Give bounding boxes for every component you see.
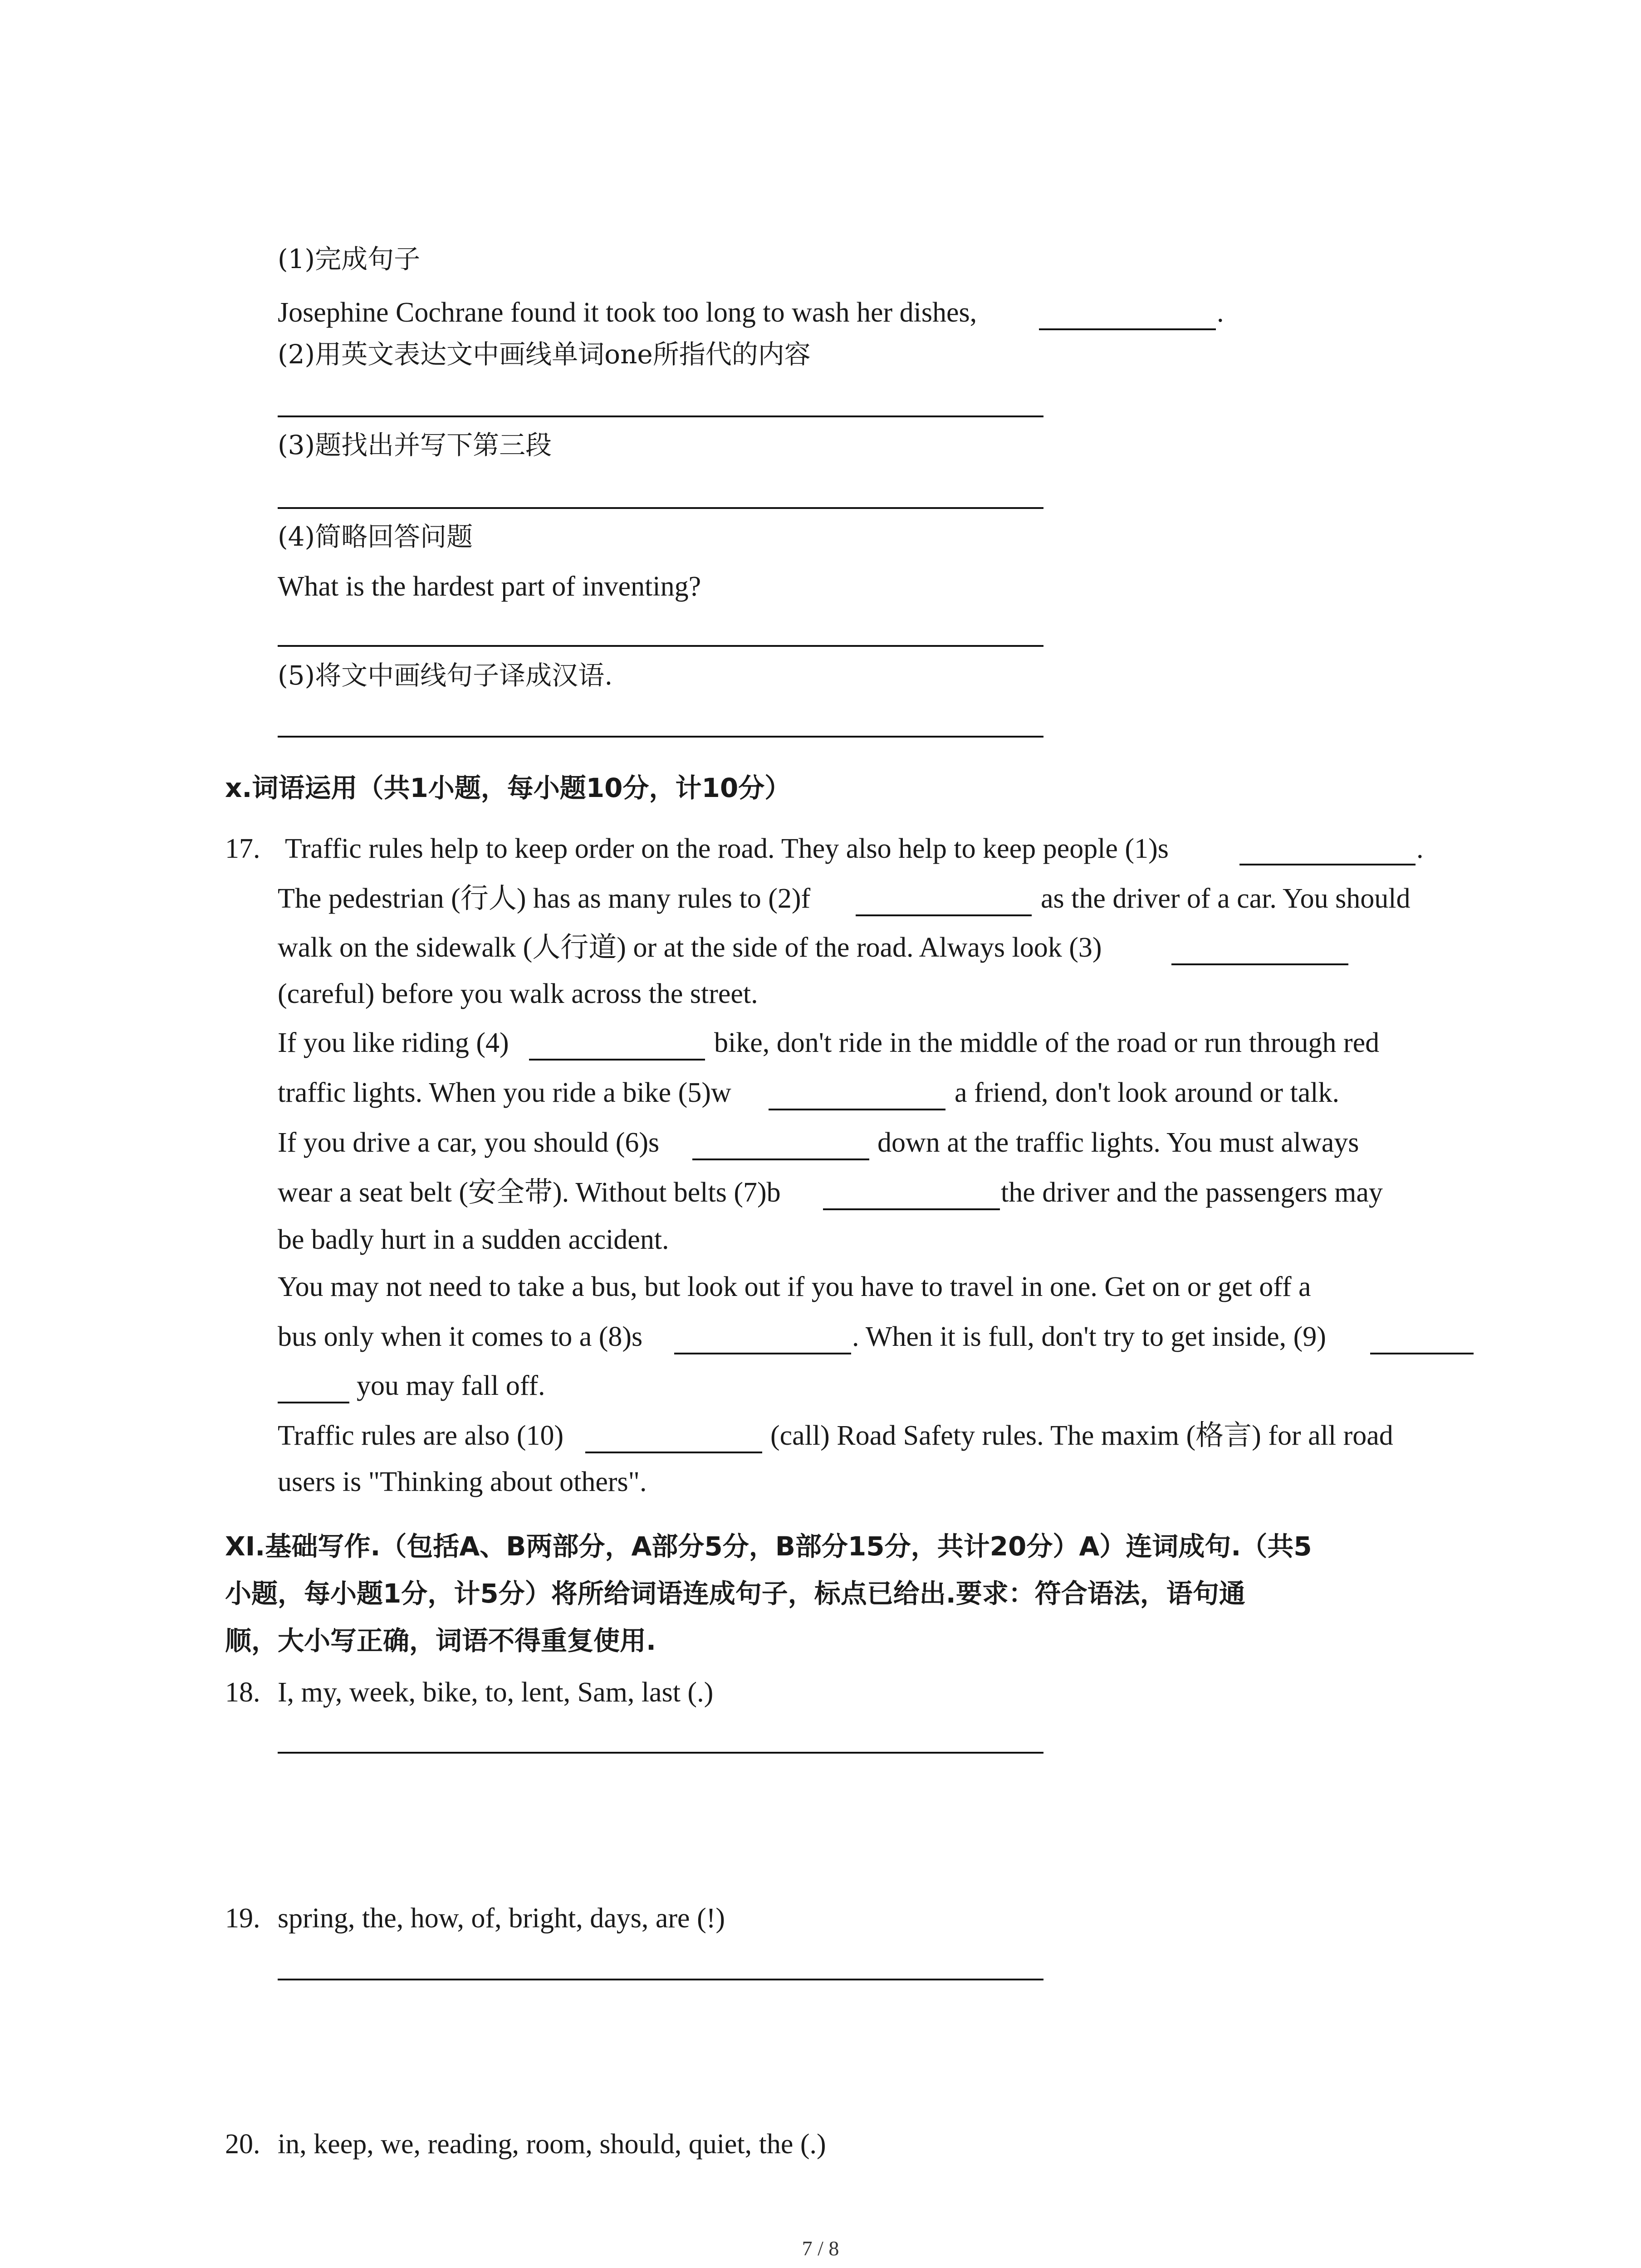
section-11-heading-line-3: 顺，大小写正确，词语不得重复使用.: [225, 1625, 656, 1656]
q3-answer-line[interactable]: [278, 507, 1043, 509]
q1-end: .: [1217, 297, 1224, 328]
q4-text: What is the hardest part of inventing?: [278, 571, 701, 602]
question-19-number: 19.: [225, 1903, 260, 1934]
passage-line-1-end: .: [1416, 833, 1424, 864]
passage-line-4: (careful) before you walk across the street.: [278, 978, 758, 1009]
question-18-number: 18.: [225, 1677, 260, 1708]
passage-line-11b: . When it is full, don't try to get inside, (9): [852, 1321, 1326, 1352]
q2-answer-line[interactable]: [278, 415, 1043, 417]
q1-blank[interactable]: [1039, 328, 1216, 330]
section-11-heading-line-2: 小题，每小题1分，计5分）将所给词语连成句子，标点已给出.要求：符合语法，语句通: [225, 1578, 1245, 1609]
blank-8[interactable]: [674, 1353, 851, 1354]
question-20-text: in, keep, we, reading, room, should, quiet, the (.): [278, 2129, 826, 2160]
passage-line-14: users is "Thinking about others".: [278, 1466, 647, 1497]
passage-line-5b: bike, don't ride in the middle of the road or run through red: [714, 1027, 1380, 1058]
blank-6[interactable]: [692, 1158, 869, 1160]
question-20-number: 20.: [225, 2129, 260, 2160]
passage-line-7a: If you drive a car, you should (6)s: [278, 1127, 660, 1158]
question-18-text: I, my, week, bike, to, lent, Sam, last (.): [278, 1677, 714, 1708]
blank-7[interactable]: [823, 1208, 1000, 1210]
passage-line-6a: traffic lights. When you ride a bike (5)w: [278, 1077, 731, 1108]
blank-10[interactable]: [585, 1452, 762, 1453]
passage-line-13a: Traffic rules are also (10): [278, 1420, 564, 1451]
passage-line-1: Traffic rules help to keep order on the road. They also help to keep people (1)s: [285, 833, 1169, 864]
passage-line-13b: (call) Road Safety rules. The maxim (格言) for all road: [770, 1420, 1393, 1451]
passage-line-5a: If you like riding (4): [278, 1027, 509, 1058]
passage-line-9: be badly hurt in a sudden accident.: [278, 1224, 669, 1255]
passage-line-12: you may fall off.: [357, 1370, 545, 1401]
q5-answer-line[interactable]: [278, 736, 1043, 738]
question-19-text: spring, the, how, of, bright, days, are (!): [278, 1903, 725, 1934]
question-17-number: 17.: [225, 833, 260, 864]
blank-3[interactable]: [1171, 963, 1348, 965]
blank-9-part2[interactable]: [278, 1402, 349, 1403]
q3-label: (3)题找出并写下第三段: [278, 430, 552, 460]
passage-line-7b: down at the traffic lights. You must always: [877, 1127, 1359, 1158]
q4-answer-line[interactable]: [278, 645, 1043, 647]
passage-line-8b: the driver and the passengers may: [1001, 1177, 1383, 1208]
question-19-answer-line[interactable]: [278, 1979, 1043, 1980]
q2-label: (2)用英文表达文中画线单词one所指代的内容: [278, 339, 811, 370]
passage-line-11a: bus only when it comes to a (8)s: [278, 1321, 643, 1352]
page-number: 7 / 8: [802, 2237, 839, 2260]
q1-text: Josephine Cochrane found it took too long to wash her dishes,: [278, 297, 977, 328]
section-10-heading: x.词语运用（共1小题，每小题10分，计10分）: [225, 772, 791, 803]
blank-2[interactable]: [856, 914, 1032, 916]
passage-line-10: You may not need to take a bus, but look out if you have to travel in one. Get on or get off a: [278, 1271, 1311, 1302]
blank-9-part1[interactable]: [1370, 1353, 1474, 1354]
passage-line-8a: wear a seat belt (安全带). Without belts (7)b: [278, 1177, 781, 1208]
q1-label: (1)完成句子: [278, 244, 421, 274]
q5-label: (5)将文中画线句子译成汉语.: [278, 660, 613, 691]
blank-4[interactable]: [529, 1059, 705, 1061]
passage-line-6b: a friend, don't look around or talk.: [955, 1077, 1339, 1108]
passage-line-2a: The pedestrian (行人) has as many rules to (2)f: [278, 883, 811, 914]
passage-line-2b: as the driver of a car. You should: [1041, 883, 1411, 914]
question-18-answer-line[interactable]: [278, 1752, 1043, 1754]
q4-label: (4)简略回答问题: [278, 521, 473, 552]
blank-1[interactable]: [1239, 864, 1416, 865]
passage-line-3: walk on the sidewalk (人行道) or at the side of the road. Always look (3): [278, 932, 1102, 963]
section-11-heading-line-1: XI.基础写作.（包括A、B两部分，A部分5分，B部分15分，共计20分）A）连词成句.（共5: [225, 1531, 1312, 1562]
blank-5[interactable]: [769, 1109, 945, 1110]
